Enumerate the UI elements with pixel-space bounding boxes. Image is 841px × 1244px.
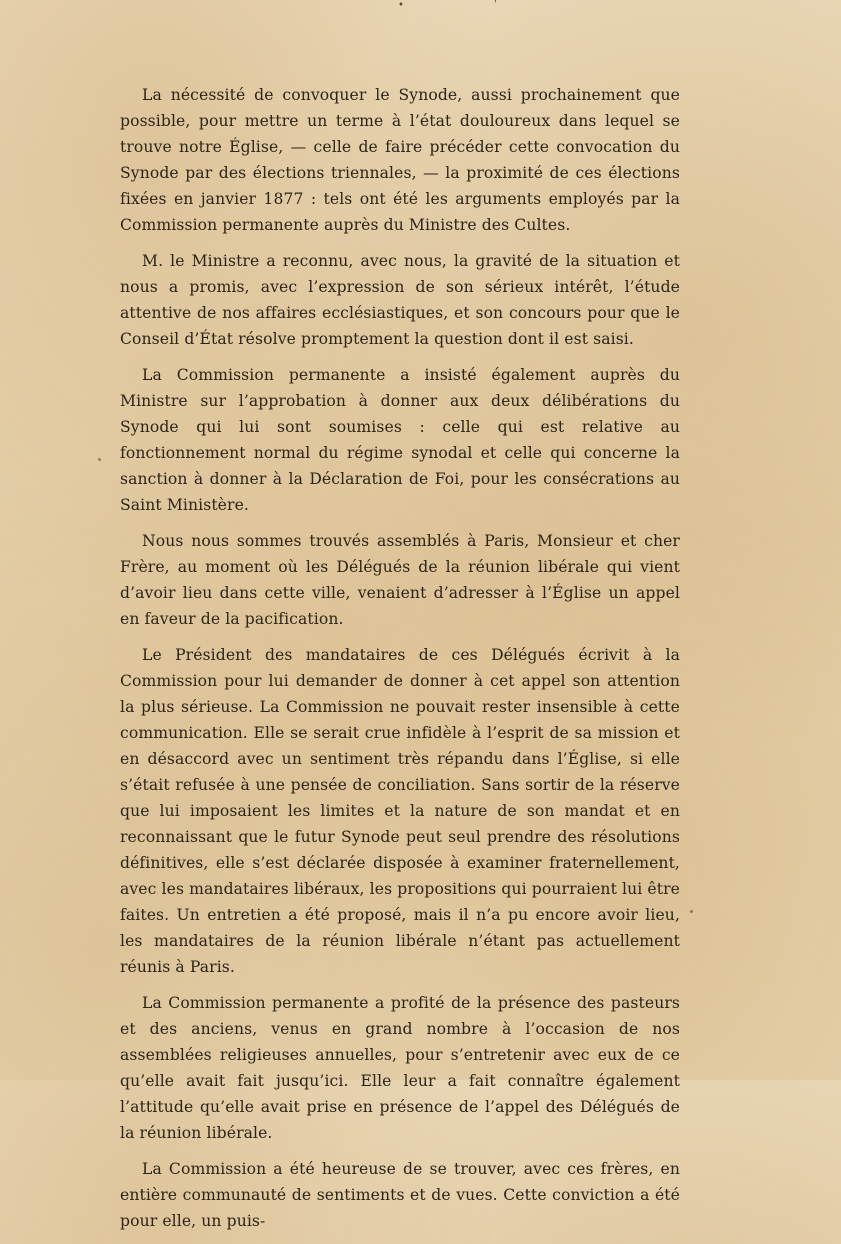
page-mark-dot: • bbox=[398, 0, 404, 11]
body-text bbox=[120, 82, 680, 1244]
page-mark-tick: ʹ bbox=[494, 0, 497, 11]
paragraph: La nécessité de convoquer le Synode, aussi prochainement que possible, pour mettre un terme à l’état douloureux dans lequel se trouve notre Église, — celle de faire précéder cette convocation du Synode par des élections triennales, — la proximité de ces élections fixées en janvier 1877 : tels ont été les arguments employés par la Commission permanente auprès du Ministre des Cultes. bbox=[120, 86, 680, 234]
ink-speck bbox=[98, 458, 101, 461]
paragraph: Nous nous sommes trouvés assemblés à Paris, Monsieur et cher Frère, au moment où les Délégués de la réunion libérale qui vient d’avoir lieu dans cette ville, venaient d’adresser à l’Église un appel en faveur de la pacification. bbox=[120, 532, 680, 628]
ink-speck bbox=[690, 910, 693, 913]
paragraph: M. le Ministre a reconnu, avec nous, la gravité de la situation et nous a promis, avec l’expression de son sérieux intérêt, l’étude attentive de nos affaires ecclésiastiques, et son concours pour que le Conseil d’État résolve promptement la question dont il est saisi. bbox=[120, 252, 680, 348]
paragraph: La Commission a été heureuse de se trouver, avec ces frères, en entière communauté de sentiments et de vues. Cette conviction a été pour elle, un puis- bbox=[120, 1160, 680, 1230]
paragraph: Le Président des mandataires de ces Délégués écrivit à la Commission pour lui demander de donner à cet appel son attention la plus sérieuse. La Commission ne pouvait rester insensible à cette communication. Elle se serait crue infidèle à l’esprit de sa mission et en désaccord avec un sentiment très répandu dans l’Église, si elle s’était refusée à une pensée de conciliation. Sans sortir de la réserve que lui imposaient les limites et la nature de son mandat et en reconnaissant que le futur Synode peut seul prendre des résolutions définitives, elle s’est déclarée disposée à examiner fraternellement, avec les mandataires libéraux, les propositions qui pourraient lui être faites. Un entretien a été proposé, mais il n’a pu encore avoir lieu, les mandataires de la réunion libérale n’étant pas actuellement réunis à Paris. bbox=[120, 646, 680, 976]
paragraph: La Commission permanente a profité de la présence des pasteurs et des anciens, venus en grand nombre à l’occasion de nos assemblées religieuses annuelles, pour s’entretenir avec eux de ce qu’elle avait fait jusqu’ici. Elle leur a fait connaître également l’attitude qu’elle avait prise en présence de l’appel des Délégués de la réunion libérale. bbox=[120, 994, 680, 1142]
paragraph: La Commission permanente a insisté également auprès du Ministre sur l’approbation à donner aux deux délibérations du Synode qui lui sont soumises : celle qui est relative au fonctionnement normal du régime synodal et celle qui concerne la sanction à donner à la Déclaration de Foi, pour les consécrations au Saint Ministère. bbox=[120, 366, 680, 514]
